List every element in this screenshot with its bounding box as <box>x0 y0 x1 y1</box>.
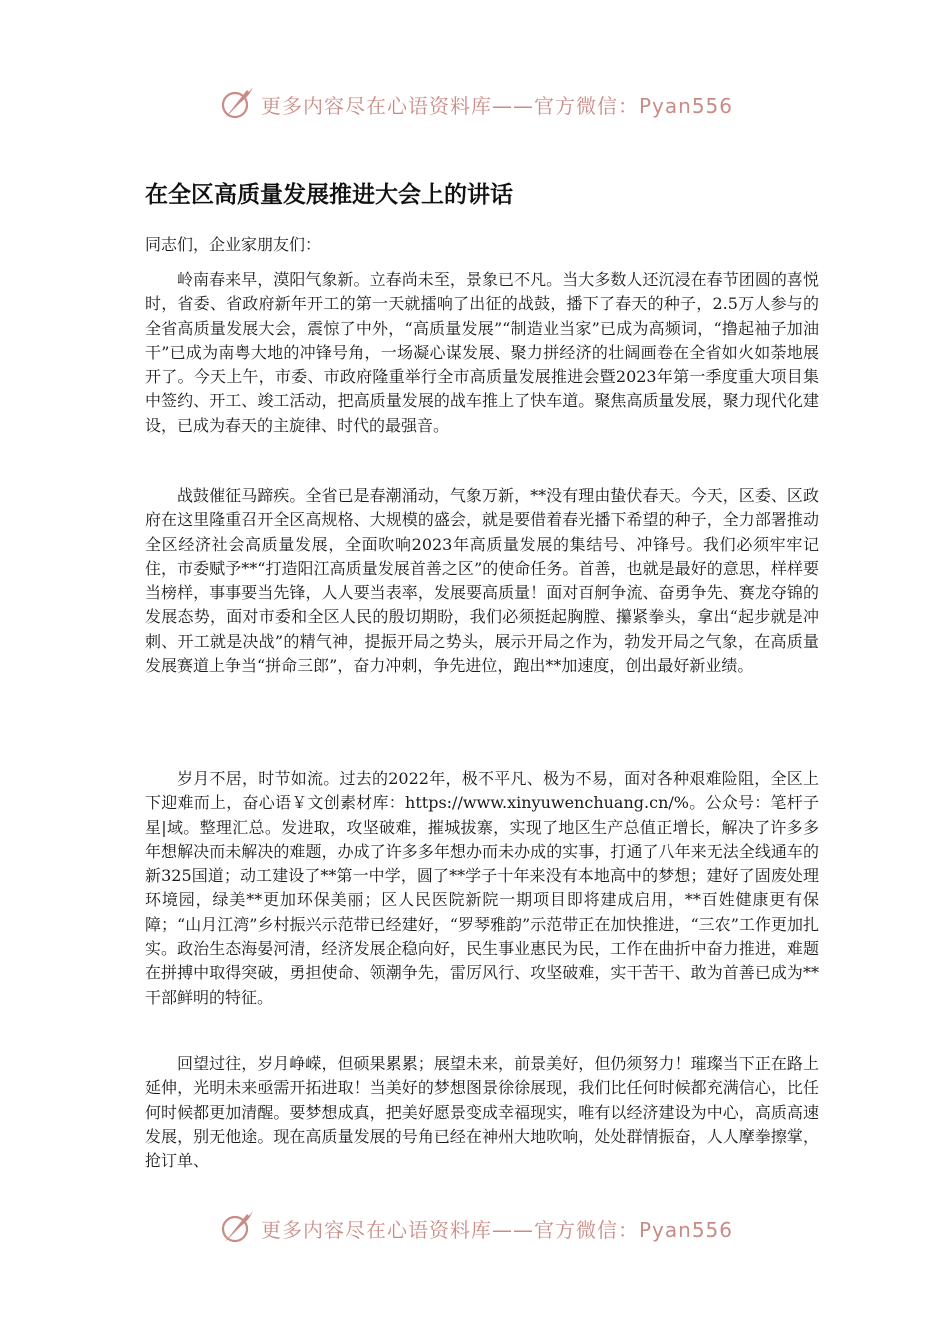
quill-logo-icon <box>217 84 257 124</box>
body-paragraph: 战鼓催征马蹄疾。全省已是春潮涌动，气象万新，**没有理由蛰伏春天。今天，区委、区政府在这里隆重召开全区高规格、大规模的盛会，就是要借着春光播下希望的种子，全力部署推动全区经济社会高质量发展，全面吹响2023年高质量发展的集结号、冲锋号。我们必须牢牢记住，市委赋予**“打造阳江高质量发展首善之区”的使命任务。首善，也就是最好的意思，样样要当榜样，事事要当先锋，人人要当表率，发展要高质量！面对百舸争流、奋勇争先、赛龙夺锦的发展态势，面对市委和全区人民的殷切期盼，我们必须挺起胸膛、攥紧拳头，拿出“起步就是冲刺、开工就是决战”的精气神，提振开局之势头，展示开局之作为，勃发开局之气象，在高质量发展赛道上争当“拼命三郎”，奋力冲刺，争先进位，跑出**加速度，创出最好新业绩。 <box>145 486 819 676</box>
body-paragraph: 岭南春来早，漠阳气象新。立春尚未至，景象已不凡。当大多数人还沉浸在春节团圆的喜悦时，省委、省政府新年开工的第一天就擂响了出征的战鼓，播下了春天的种子，2.5万人参与的全省高质量发展大会，震惊了中外，“高质量发展”“制造业当家”已成为高频词，“撸起袖子加油干”已成为南粤大地的冲锋号角，一场凝心谋发展、聚力拼经济的壮阔画卷在全省如火如荼地展开了。今天上午，市委、市政府隆重举行全市高质量发展推进会暨2023年第一季度重大项目集中签约、开工、竣工活动，把高质量发展的战车推上了快车道。聚焦高质量发展，聚力现代化建设，已成为春天的主旋律、时代的最强音。 <box>145 270 819 435</box>
document-title: 在全区高质量发展推进大会上的讲话 <box>145 182 513 208</box>
watermark-text: 更多内容尽在心语资料库——官方微信：Pyan556 <box>260 93 733 118</box>
salutation: 同志们，企业家朋友们： <box>145 235 322 254</box>
body-paragraph: 岁月不居，时节如流。过去的2022年，极不平凡、极为不易，面对各种艰难险阻，全区上下迎难而上，奋心语￥文创素材库：https://www.xinyuwenchuang.cn/%。公众号：笔杆子星|域。整理汇总。发进取，攻坚破难，摧城拔寨，实现了地区生产总值正增长，解决了许多多年想解决而未解决的难题，办成了许多多年想办而未办成的实事，打通了八年来无法全线通车的新325国道；动工建设了**第一中学，圆了**学子十年来没有本地高中的梦想；建好了固废处理环境园，绿美**更加环保美丽；区人民医院新院一期项目即将建成启用，**百姓健康更有保障；“山月江湾”乡村振兴示范带已经建好，“罗琴雅韵”示范带正在加快推进，“三农”工作更加扎实。政治生态海晏河清，经济发展企稳向好，民生事业惠民为民，工作在曲折中奋力推进，难题在拼搏中取得突破，勇担使命、领潮争先，雷厉风行、攻坚破难，实干苦干、敢为首善已成为**干部鲜明的特征。 <box>145 769 819 1007</box>
watermark-text: 更多内容尽在心语资料库——官方微信：Pyan556 <box>260 1217 733 1242</box>
quill-logo-icon <box>217 1208 257 1248</box>
body-paragraph: 回望过往，岁月峥嵘，但硕果累累；展望未来，前景美好，但仍须努力！璀璨当下正在路上延伸，光明未来亟需开拓进取！当美好的梦想图景徐徐展现，我们比任何时候都充满信心，比任何时候都更加清醒。要梦想成真，把美好愿景变成幸福现实，唯有以经济建设为中心，高质高速发展，别无他途。现在高质量发展的号角已经在神州大地吹响，处处群情振奋，人人摩拳擦掌，抢订单、 <box>145 1054 819 1171</box>
footer-watermark <box>0 1206 950 1250</box>
header-watermark <box>0 82 950 126</box>
